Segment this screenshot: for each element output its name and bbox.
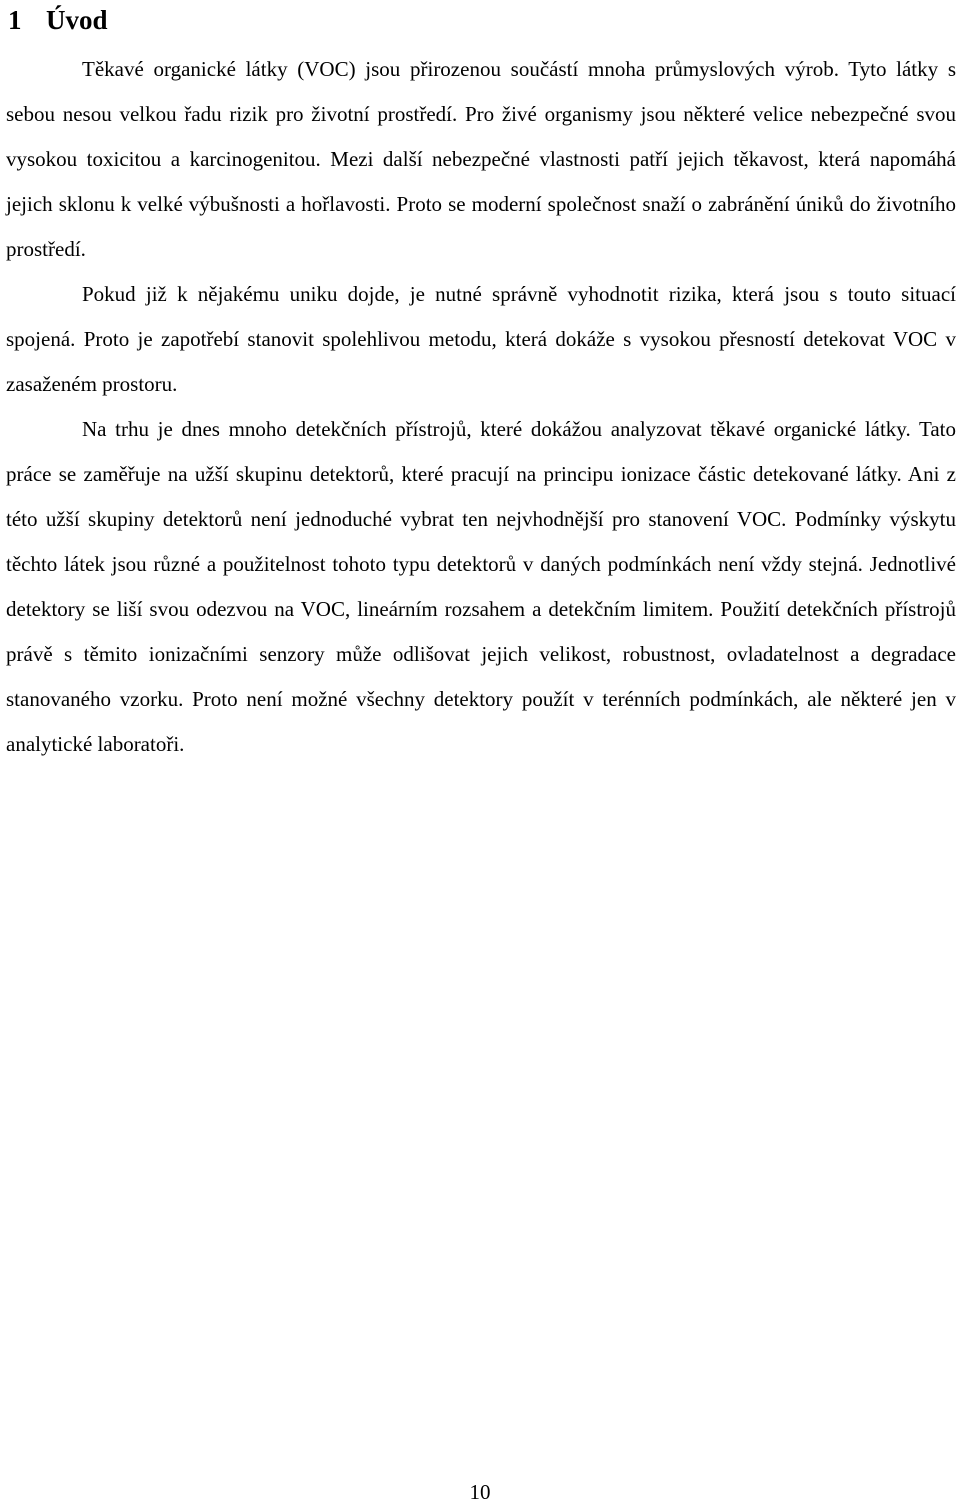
paragraph-detectors: Na trhu je dnes mnoho detekčních přístrojů, které dokážou analyzovat těkavé organické látky. Tato práce se zaměřuje na užší skupinu detektorů, které pracují na principu ionizace částic detekované látky. Ani z této užší skupiny detektorů není jednoduché vybrat ten nejvhodnější pro stanovení VOC. Podmínky výskytu těchto látek jsou různé a použitelnost tohoto typu detektorů v daných podmínkách není vždy stejná. Jednotlivé detektory se liší svou odezvou na VOC, lineárním rozsahem a detekčním limitem. Použití detekčních přístrojů právě s těmito ionizačními senzory může odlišovat jejich velikost, robustnost, ovladatelnost a degradace stanovaného vzorku. Proto není možné všechny detektory použít v terénních podmínkách, ale některé jen v analytické laboratoři. bbox=[6, 417, 956, 756]
page-number: 10 bbox=[469, 1480, 491, 1504]
section-heading bbox=[8, 2, 108, 38]
body-text bbox=[6, 47, 956, 767]
paragraph-risk-assessment: Pokud již k nějakému uniku dojde, je nutné správně vyhodnotit rizika, která jsou s touto situací spojená. Proto je zapotřebí stanovit spolehlivou metodu, která dokáže s vysokou přesností detekovat VOC v zasaženém prostoru. bbox=[6, 282, 956, 396]
section-title: Úvod bbox=[46, 5, 108, 35]
paragraph-intro: Těkavé organické látky (VOC) jsou přirozenou součástí mnoha průmyslových výrob. Tyto látky s sebou nesou velkou řadu rizik pro životní prostředí. Pro živé organismy jsou některé velice nebezpečné svou vysokou toxicitou a karcinogenitou. Mezi další nebezpečné vlastnosti patří jejich těkavost, která napomáhá jejich sklonu k velké výbušnosti a hořlavosti. Proto se moderní společnost snaží o zabránění úniků do životního prostředí. bbox=[6, 57, 956, 261]
section-number: 1 bbox=[8, 5, 22, 35]
